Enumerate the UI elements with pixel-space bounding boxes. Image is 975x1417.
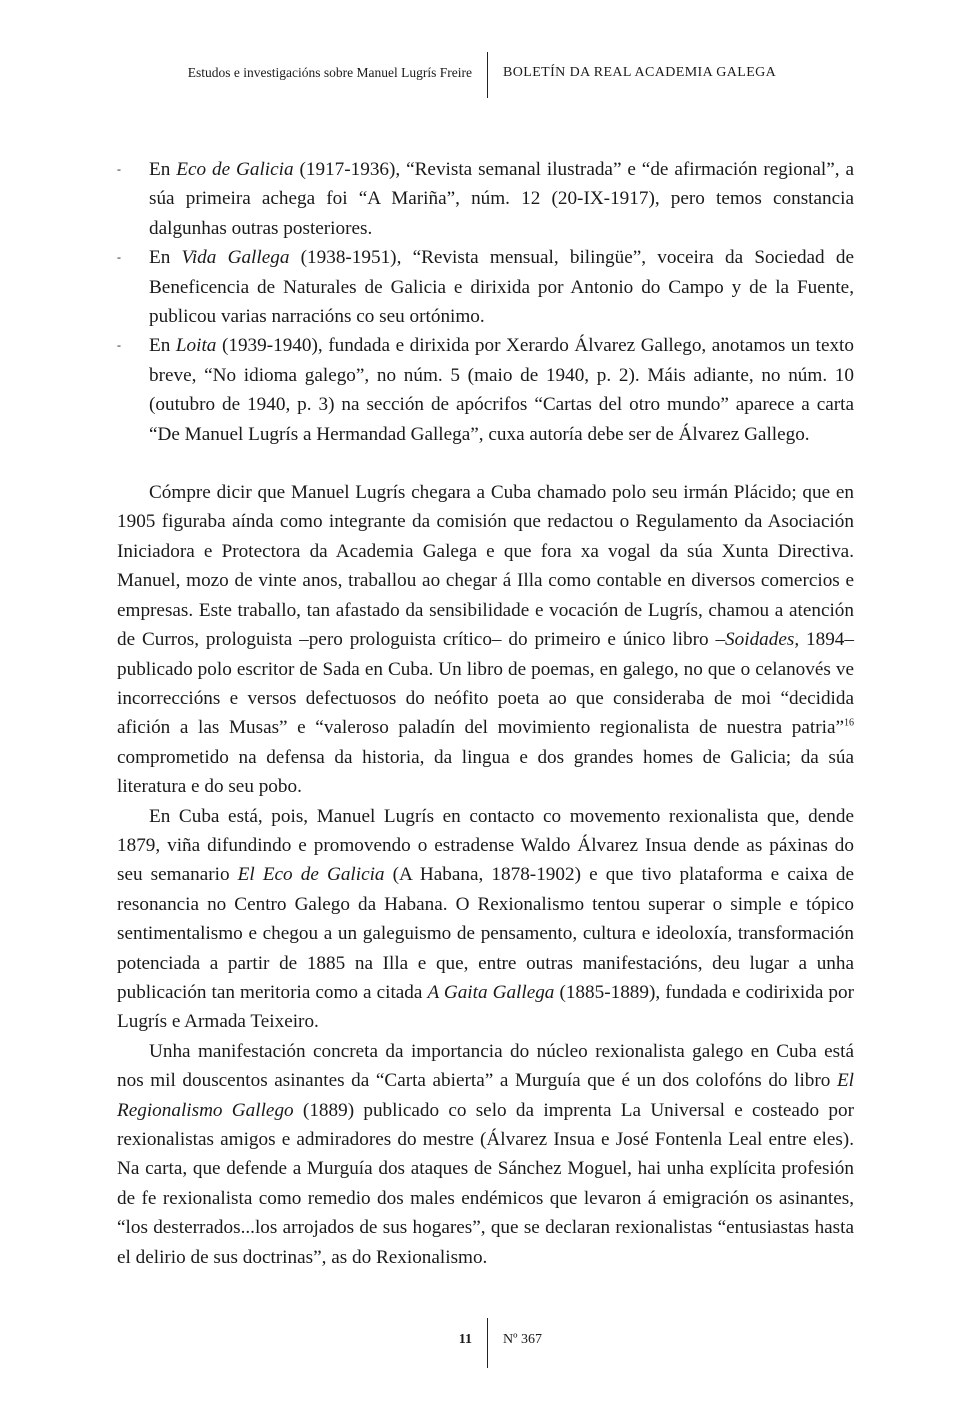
- paragraph-1: [117, 478, 854, 801]
- bullet-dash-icon: -: [117, 250, 121, 265]
- paragraph-2: [117, 802, 854, 1037]
- list-text: (1939-1940), fundada e dirixida por Xerardo Álvarez Gallego, anotamos un texto breve, “No idioma galego”, no núm. 5 (maio de 1940, p. 2). Máis adiante, no núm. 10 (outubro de 1940, p. 3) na sección de apócrifos “Cartas del otro mundo” aparece a carta “De Manuel Lugrís a Hermandad Gallega”, cuxa autoría debe ser de Álvarez Gallego.: [149, 335, 854, 445]
- publication-title: A Gaita Gallega: [427, 981, 555, 1003]
- paragraph-text: (1889) publicado co selo da imprenta La Universal e costeado por rexionalistas amigos e admiradores do mestre (Álvarez Insua e José Fontenla Leal entre eles). Na carta, que defende a Murguía dos ataques de Sánchez Moguel, hai unha explícita profesión de fe rexionalista como remedio dos males endémicos que levaron á emigración os asinantes, “los desterrados...los arrojados de sus hogares”, que se declaran rexionalistas “entusiastas hasta el delirio de sus doctrinas”, as do Rexionalismo.: [117, 1099, 855, 1268]
- page-number: 11: [458, 1332, 472, 1347]
- body-paragraphs: [117, 478, 854, 1272]
- list-item: [117, 155, 854, 243]
- paragraph-3: [117, 1037, 854, 1272]
- paragraph-text: comprometido na defensa da historia, da lingua e dos grandes homes de Galicia; da súa literatura e do seu pobo.: [117, 746, 854, 798]
- publication-list: [117, 155, 854, 449]
- header-journal-title: BOLETÍN DA REAL ACADEMIA GALEGA: [503, 65, 777, 80]
- paragraph-text: En Cuba está, pois, Manuel Lugrís en contacto co movemento rexionalista que, dende 1879, viña difundindo e promovendo o estradense Waldo Álvarez Insua dende as páxinas do seu semanario: [117, 805, 854, 886]
- book-title: Soidades: [725, 629, 795, 651]
- bullet-dash-icon: -: [117, 338, 121, 353]
- footnote-ref[interactable]: 16: [844, 717, 854, 729]
- list-text: En: [149, 335, 176, 357]
- paragraph-text: , 1894– publicado polo escritor de Sada en Cuba. Un libro de poemas, en galego, no que o celanovés ve incorreccións e versos defectuosos do neófito poeta ao que consideraba de moi “decidida afición a las Musas” e “valeroso paladín del movimiento regionalista de nuestra patria”: [117, 629, 854, 739]
- paragraph-text: (A Habana, 1878-1902) e que tivo plataforma e caixa de resonancia no Centro Galego da Habana. O Rexionalismo tentou superar o simple e tópico sentimentalismo e chegou a un galeguismo de pensamento, cultura e ideoloxía, transformación potenciada a partir de 1885 na Illa e que, entre outras manifestacións, deu lugar a unha publicación tan meritoria como a citada: [117, 864, 854, 1003]
- list-text: (1917-1936), “Revista semanal ilustrada” e “de afirmación regional”, a súa primeira achega foi “A Mariña”, núm. 12 (20-IX-1917), pero temos constancia dalgunhas outras posteriores.: [149, 159, 854, 239]
- list-item: [117, 331, 854, 449]
- page-footer: [0, 1318, 975, 1368]
- list-text: En: [149, 247, 182, 269]
- publication-title: Eco de Galicia: [176, 159, 294, 180]
- list-text: En: [149, 159, 177, 180]
- header-section-title: Estudos e investigacións sobre Manuel Lugrís Freire: [187, 65, 472, 80]
- paragraph-text: Cómpre dicir que Manuel Lugrís chegara a Cuba chamado polo seu irmán Plácido; que en 1905 figuraba aínda como integrante da comisión que redactou o Regulamento da Asociación Iniciadora e Protectora da Academia Galega e que fora xa vogal da súa Xunta Directiva. Manuel, mozo de vinte anos, traballou ao chegar á Illa como contable en diversos comercios e empresas. Este traballo, tan afastado da sensibilidade e vocación de Lugrís, chamou a atención de Curros, prologuista –pero prologuista crítico– do primeiro e único libro –: [117, 482, 854, 651]
- bullet-dash-icon: -: [117, 162, 121, 176]
- issue-number: Nº 367: [503, 1332, 542, 1347]
- publication-title: El Eco de Galicia: [237, 864, 385, 886]
- list-text: (1938-1951), “Revista mensual, bilingüe”, voceira da Sociedad de Beneficencia de Naturales de Galicia e dirixida por Antonio do Campo y de la Fuente, publicou varias narracións co seu ortónimo.: [149, 247, 854, 328]
- paragraph-text: (1885-1889), fundada e codirixida por Lugrís e Armada Teixeiro.: [117, 981, 854, 1033]
- publication-title: Loita: [175, 335, 217, 357]
- publication-title: Vida Gallega: [181, 247, 290, 269]
- paragraph-text: Unha manifestación concreta da importancia do núcleo rexionalista galego en Cuba está nos mil douscentos asinantes da “Carta abierta” a Murguía que é un dos colofóns do libro: [117, 1040, 854, 1092]
- running-header: [0, 52, 975, 98]
- header-divider: [487, 52, 488, 98]
- page-body: [117, 155, 854, 1272]
- book-title: El Regionalismo Gallego: [117, 1070, 854, 1121]
- list-item: [117, 243, 854, 331]
- footer-divider: [487, 1318, 488, 1368]
